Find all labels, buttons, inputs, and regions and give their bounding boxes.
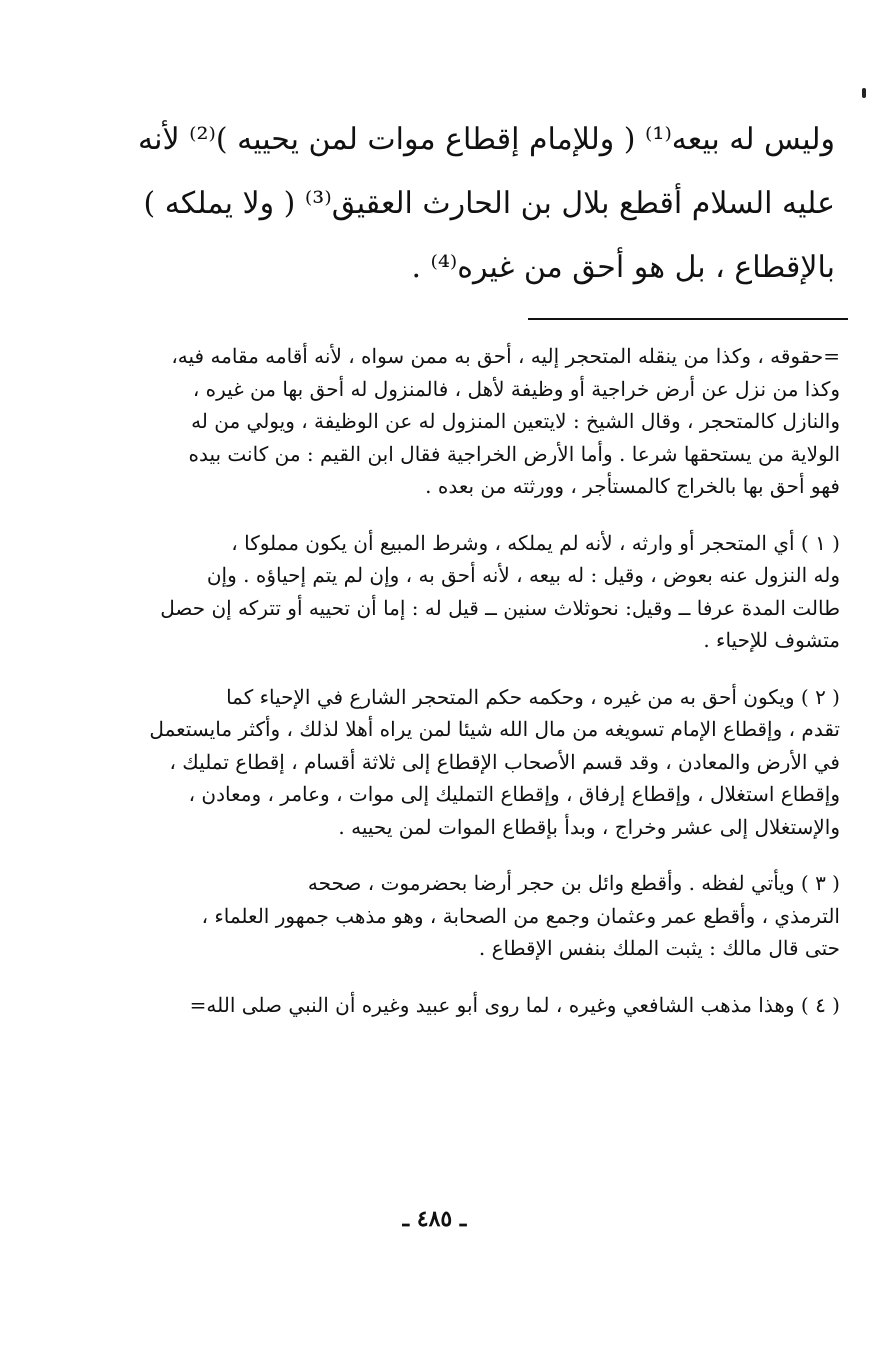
footnote-line: حتى قال مالك : يثبت الملك بنفس الإقطاع . <box>478 936 840 960</box>
footnote-line: طالت المدة عرفا ــ وقيل: نحوثلاث سنين ــ قيل له : إما أن تحييه أو تتركه إن حصل <box>160 595 840 620</box>
footnote-line: وكذا من نزل عن أرض خراجية أو وظيفة لأهل ، فالمنزول له أحق بها من غيره ، <box>192 376 840 401</box>
footnote-line: ( ١ ) أي المتحجر أو وارثه ، لأنه لم يملكه ، وشرط المبيع أن يكون مملوكا ، <box>231 530 840 555</box>
footnote-line: متشوف للإحياء . <box>703 628 840 652</box>
main-text <box>105 108 835 300</box>
footnote-separator <box>528 318 848 320</box>
footnote-line: ( ٣ ) ويأتي لفظه . وأقطع وائل بن حجر أرضا بحضرموت ، صححه <box>307 871 840 895</box>
footnotes <box>110 340 840 1045</box>
main-text-line-3: بالإقطاع ، بل هو أحق من غيره⁽⁴⁾ . <box>411 250 835 285</box>
footnote-line: في الأرض والمعادن ، وقد قسم الأصحاب الإقطاع إلى ثلاثة أقسام ، إقطاع تمليك ، <box>169 749 840 774</box>
main-text-line-2: عليه السلام أقطع بلال بن الحارث العقيق⁽³⁾ ( ولا يملكه ) <box>143 186 835 221</box>
footnote-line: وله النزول عنه بعوض ، وقيل : له بيعه ، لأنه أحق به ، وإن لم يتم إحياؤه . وإن <box>206 563 840 587</box>
page-number: ـ ٤٨٥ ـ <box>402 1206 467 1232</box>
main-text-line-1: وليس له بيعه⁽¹⁾ ( وللإمام إقطاع موات لمن يحييه )⁽²⁾ لأنه <box>138 122 835 157</box>
footnote-line: ( ٤ ) وهذا مذهب الشافعي وغيره ، لما روى أبو عبيد وغيره أن النبي صلى الله= <box>189 992 840 1017</box>
footnote-4 <box>110 989 840 1022</box>
footnote-3 <box>110 867 840 965</box>
footnote-line: ( ٢ ) ويكون أحق به من غيره ، وحكمه حكم المتحجر الشارع في الإحياء كما <box>226 684 840 709</box>
footnote-continuation <box>110 340 840 503</box>
footnote-line: الولاية من يستحقها شرعا . وأما الأرض الخراجية فقال ابن القيم : من كانت بيده <box>188 441 840 466</box>
footnote-line: تقدم ، وإقطاع الإمام تسويغه من مال الله شيئا لمن يراه أهلا لذلك ، وأكثر مايستعمل <box>149 717 840 741</box>
footnote-line: الترمذي ، وأقطع عمر وعثمان وجمع من الصحابة ، وهو مذهب جمهور العلماء ، <box>201 903 840 928</box>
footnote-line: فهو أحق بها بالخراج كالمستأجر ، وورثته من بعده . <box>425 474 840 498</box>
footnote-line: وإقطاع استغلال ، وإقطاع إرفاق ، وإقطاع التمليك إلى موات ، وعامر ، ومعادن ، <box>188 782 840 806</box>
footnote-line: والإستغلال إلى عشر وخراج ، وبدأ بإقطاع الموات لمن يحييه . <box>338 814 840 839</box>
footnote-line: والنازل كالمتحجر ، وقال الشيخ : لايتعين المنزول له عن الوظيفة ، ويولي من له <box>191 409 840 433</box>
footnote-1 <box>110 527 840 657</box>
footnote-line: =حقوقه ، وكذا من ينقله المتحجر إليه ، أحق به ممن سواه ، لأنه أقامه مقامه فيه، <box>171 344 840 368</box>
footnote-2 <box>110 681 840 844</box>
page-edge-mark <box>862 88 866 98</box>
